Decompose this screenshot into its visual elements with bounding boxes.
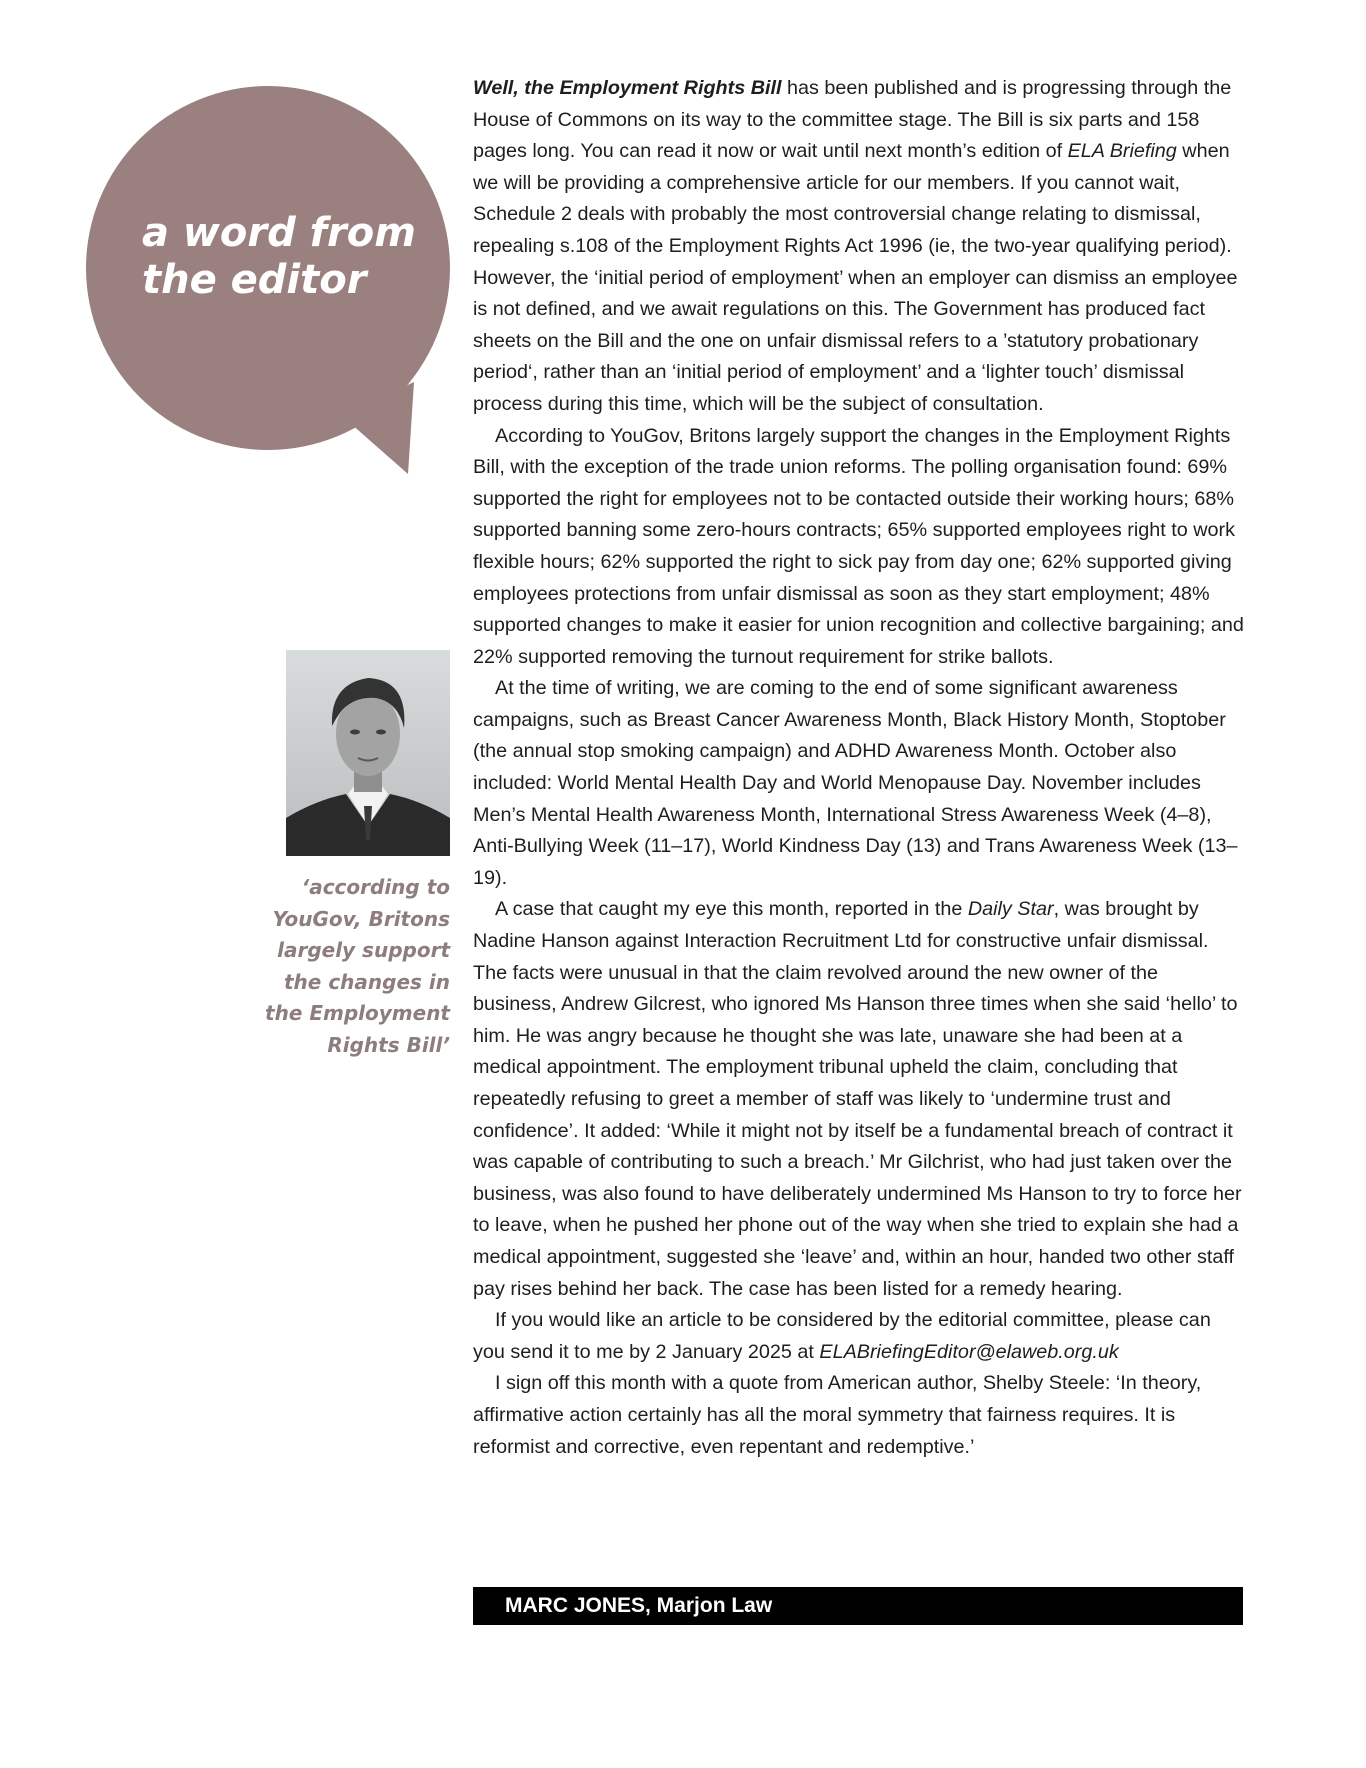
paragraph-1-text-a: has been published and is progressing through the House of Commons on its way to the committee stage. The Bill is six parts and 158 pages long. You can read it now or wait until next month’s edition of: [473, 77, 1232, 163]
paragraph-4: [473, 894, 1245, 1305]
publication-title: ELA Briefing: [1067, 140, 1177, 163]
paragraph-4-text-b: , was brought by Nadine Hanson against Interaction Recruitment Ltd for constructive unfair dismissal. The facts were unusual in that the claim revolved around the new owner of the business, Andrew Gilcrest, who ignored Ms Hanson three times when she said ‘hello’ to him. He was angry because he thought she was late, unaware she had been at a medical appointment. The employment tribunal upheld the claim, concluding that repeatedly refusing to greet a member of staff was likely to ‘undermine trust and confidence’. It added: ‘While it might not by itself be a fundamental breach of contract it was capable of contributing to such a breach.’ Mr Gilchrist, who had just taken over the business, was also found to have deliberately undermined Ms Hanson to try to force her to leave, when he pushed her phone out of the way when she tried to explain she had a medical appointment, suggested she ‘leave’ and, within an hour, handed two other staff pay rises behind her back. The case has been listed for a remedy hearing.: [473, 898, 1242, 1300]
paragraph-1: [473, 73, 1245, 421]
paragraph-3: At the time of writing, we are coming to the end of some significant awareness campaigns, such as Breast Cancer Awareness Month, Black History Month, Stoptober (the annual stop smoking campaign) and ADHD Awareness Month. October also included: World Mental Health Day and World Menopause Day. November includes Men’s Mental Health Awareness Month, International Stress Awareness Week (4–8), Anti-Bullying Week (11–17), World Kindness Day (13) and Trans Awareness Week (13–19).: [473, 677, 1238, 889]
editor-speech-bubble: [84, 86, 452, 452]
editor-email-link[interactable]: ELABriefingEditor@elaweb.org.uk: [819, 1340, 1119, 1363]
section-title: [142, 210, 442, 304]
paragraph-4-text-a: A case that caught my eye this month, reported in the: [495, 898, 968, 921]
paragraph-2: According to YouGov, Britons largely support the changes in the Employment Rights Bill, with the exception of the trade union reforms. The polling organisation found: 69% supported the right for employees not to be contacted outside their working hours; 68% supported banning some zero-hours contracts; 65% supported employees right to work flexible hours; 62% supported the right to sick pay from day one; 62% supported giving employees protections from unfair dismissal as soon as they start employment; 48% supported changes to make it easier for union recognition and collective bargaining; and 22% supported removing the turnout requirement for strike ballots.: [473, 424, 1244, 668]
pull-quote: ‘according to YouGov, Britons largely support the changes in the Employment Rights Bill’: [265, 875, 450, 1057]
editorial-article: [473, 73, 1245, 1463]
section-title-line1: a word from: [142, 210, 416, 256]
paragraph-5-text: If you would like an article to be considered by the editorial committee, please can you send it to me by 2 January 2025 at: [473, 1309, 1211, 1363]
editor-portrait: [286, 650, 450, 856]
newspaper-title: Daily Star: [967, 898, 1054, 921]
paragraph-1-text-b: when we will be providing a comprehensive article for our members. If you cannot wait, Schedule 2 deals with probably the most controversial change relating to dismissal, repealing s.108 of the Employment Rights Act 1996 (ie, the two-year qualifying period). However, the ‘initial period of employment’ when an employer can dismiss an employee is not defined, and we await regulations on this. The Government has produced fact sheets on the Bill and the one on unfair dismissal refers to a ’statutory probationary period‘, rather than an ‘initial period of employment’ and a ‘lighter touch’ dismissal process during this time, which will be the subject of consultation.: [473, 140, 1238, 415]
section-title-line2: the editor: [142, 257, 367, 303]
author-signoff-bar: MARC JONES, Marjon Law: [473, 1587, 1243, 1625]
lead-in: Well, the Employment Rights Bill: [473, 77, 782, 99]
paragraph-5: [473, 1305, 1245, 1368]
paragraph-6: I sign off this month with a quote from American author, Shelby Steele: ‘In theory, affirmative action certainly has all the moral symmetry that fairness requires. It is reformist and corrective, even repentant and redemptive.’: [473, 1372, 1202, 1458]
editor-portrait-illustration: [286, 650, 450, 856]
